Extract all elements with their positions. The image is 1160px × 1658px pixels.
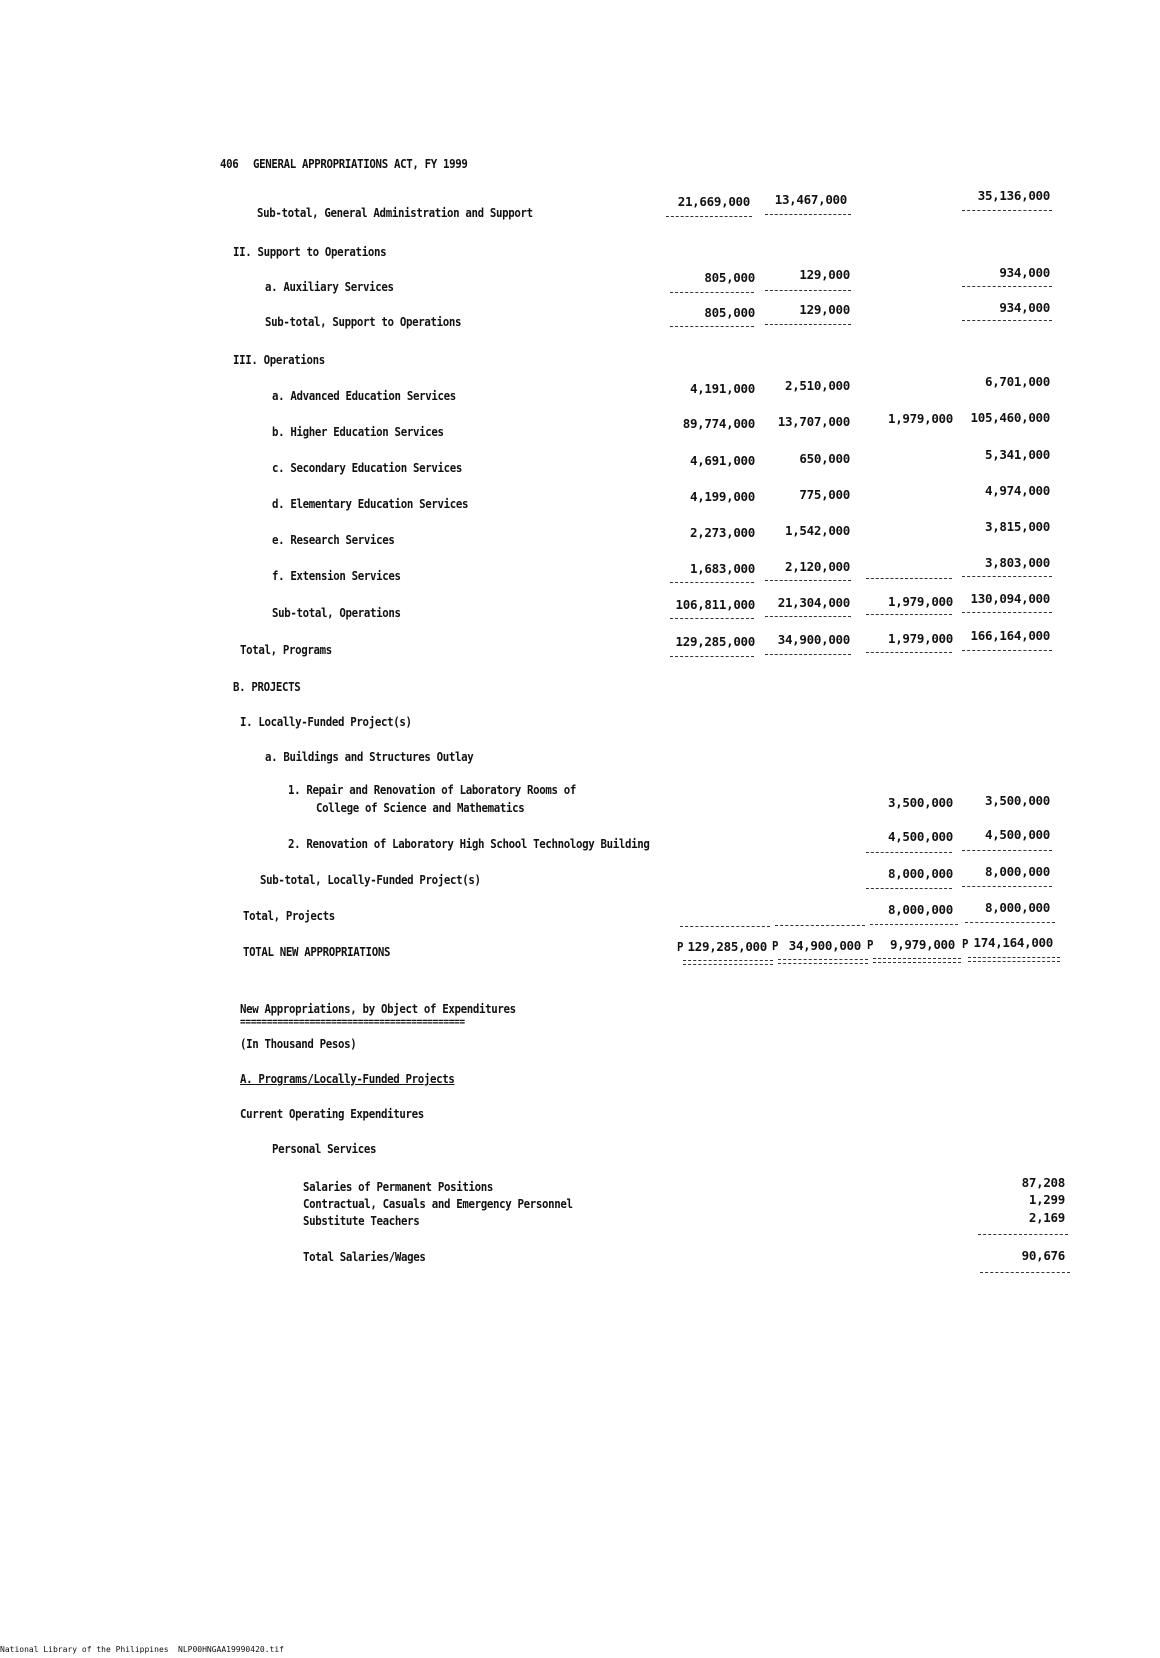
row-value-c4: 934,000 [999,300,1050,315]
row-label: Sub-total, General Administration and Support [257,205,533,220]
rule [670,326,754,327]
objects-title: New Appropriations, by Object of Expenditures [240,1001,516,1016]
rule [866,888,952,889]
row-label: b. Higher Education Services [272,424,444,439]
row-value-c3: 9,979,000 [889,937,955,952]
row-label: TOTAL NEW APPROPRIATIONS [243,944,391,959]
rule [680,926,770,927]
section-heading: a. Buildings and Structures Outlay [265,749,474,764]
row-value-c1: 129,285,000 [675,634,755,649]
row-value-c1: 89,774,000 [682,416,755,431]
row-value-c4: 130,094,000 [970,591,1050,606]
rule [775,925,865,926]
row-value-c1: 805,000 [704,270,755,285]
rule [866,652,952,653]
rule [962,650,1052,651]
row-value-c4: 105,460,000 [970,410,1050,425]
row-label: Sub-total, Support to Operations [265,314,462,329]
row-value-c1: 129,285,000 [687,939,767,954]
section-heading: I. Locally-Funded Project(s) [240,714,412,729]
rule [870,924,958,925]
row-value-c2: 650,000 [799,451,850,466]
rule [765,654,851,655]
rule [962,286,1052,287]
row-value-c1: 1,683,000 [689,561,755,576]
row-value-c2: 775,000 [799,487,850,502]
objects-subsection: Current Operating Expenditures [240,1106,424,1121]
row-value-c2: 13,467,000 [774,192,847,207]
row-value-c4: 4,974,000 [984,483,1050,498]
rule [670,582,754,583]
double-rule [683,960,773,965]
rule [962,850,1052,851]
row-value-c4: 5,341,000 [984,447,1050,462]
rule [866,578,952,579]
row-value-c2: 129,000 [799,267,850,282]
objects-total-label: Total Salaries/Wages [303,1249,426,1264]
row-value-c4: 4,500,000 [984,827,1050,842]
row-value-c2: 34,900,000 [788,938,861,953]
row-value-c3: 3,500,000 [887,795,953,810]
rule [962,320,1052,321]
double-rule [873,958,961,963]
object-item-value: 87,208 [1021,1175,1065,1190]
row-value-c3: 8,000,000 [887,902,953,917]
row-label: f. Extension Services [272,568,401,583]
row-value-c1: 4,199,000 [689,489,755,504]
row-value-c4: 166,164,000 [970,628,1050,643]
section-heading: II. Support to Operations [233,244,387,259]
footer-file: NLP00HNGAA19990420.tif [178,1645,284,1654]
rule [962,210,1052,211]
objects-total-value: 90,676 [1021,1248,1065,1263]
rule [866,614,952,615]
peso-sign: P [772,938,779,953]
object-item-label: Contractual, Casuals and Emergency Personnel [303,1196,573,1211]
row-value-c4: 934,000 [999,265,1050,280]
row-label: Total, Projects [243,908,335,923]
row-label: College of Science and Mathematics [316,800,525,815]
row-value-c2: 129,000 [799,302,850,317]
row-label: Sub-total, Operations [272,605,401,620]
row-label: Total, Programs [240,642,332,657]
rule [765,290,851,291]
rule [962,612,1052,613]
page-number: 406 [220,156,239,171]
row-value-c1: 106,811,000 [675,597,755,612]
row-value-c2: 1,542,000 [784,523,850,538]
rule [866,852,952,853]
section-heading: III. Operations [233,352,325,367]
row-value-c3: 4,500,000 [887,829,953,844]
object-item-label: Salaries of Permanent Positions [303,1179,493,1194]
row-value-c3: 8,000,000 [887,866,953,881]
object-item-value: 1,299 [1028,1192,1065,1207]
objects-unit: (In Thousand Pesos) [240,1036,357,1051]
row-value-c2: 34,900,000 [777,632,850,647]
peso-sign: P [867,937,874,952]
double-rule [968,957,1060,962]
rule [670,656,754,657]
row-value-c2: 13,707,000 [777,414,850,429]
rule [670,618,754,619]
page-title: GENERAL APPROPRIATIONS ACT, FY 1999 [253,156,468,171]
peso-sign: P [962,936,969,951]
objects-section: A. Programs/Locally-Funded Projects [240,1071,455,1086]
rule [765,580,851,581]
footer-library: National Library of the Philippines [0,1645,169,1654]
row-value-c1: 4,191,000 [689,381,755,396]
row-label: a. Advanced Education Services [272,388,456,403]
rule [765,616,851,617]
row-value-c1: 805,000 [704,305,755,320]
row-value-c4: 3,803,000 [984,555,1050,570]
row-value-c3: 1,979,000 [887,411,953,426]
row-label: d. Elementary Education Services [272,496,469,511]
row-value-c4: 8,000,000 [984,900,1050,915]
rule [980,1272,1070,1273]
row-label: e. Research Services [272,532,395,547]
objects-title-rule: ========================================== [240,1015,465,1028]
objects-group: Personal Services [272,1141,377,1156]
row-value-c4: 3,815,000 [984,519,1050,534]
row-value-c2: 21,304,000 [777,595,850,610]
row-value-c4: 3,500,000 [984,793,1050,808]
object-item-value: 2,169 [1028,1210,1065,1225]
row-value-c1: 21,669,000 [677,194,750,209]
row-value-c2: 2,120,000 [784,559,850,574]
row-value-c1: 2,273,000 [689,525,755,540]
row-value-c2: 2,510,000 [784,378,850,393]
row-label: 1. Repair and Renovation of Laboratory Rooms of [288,782,577,797]
section-heading: B. PROJECTS [233,679,301,694]
row-value-c4: 8,000,000 [984,864,1050,879]
row-value-c3: 1,979,000 [887,594,953,609]
row-value-c1: 4,691,000 [689,453,755,468]
rule [965,922,1055,923]
row-value-c4: 6,701,000 [984,374,1050,389]
object-item-label: Substitute Teachers [303,1213,420,1228]
rule [962,576,1052,577]
peso-sign: P [677,939,684,954]
row-label: 2. Renovation of Laboratory High School Technology Building [288,836,650,851]
rule [670,292,754,293]
row-label: Sub-total, Locally-Funded Project(s) [260,872,481,887]
rule [765,214,851,215]
row-value-c3: 1,979,000 [887,631,953,646]
row-value-c4: 174,164,000 [973,935,1053,950]
row-label: c. Secondary Education Services [272,460,462,475]
rule [765,324,851,325]
row-value-c4: 35,136,000 [977,188,1050,203]
rule [978,1234,1068,1235]
rule [666,216,752,217]
double-rule [778,959,868,964]
row-label: a. Auxiliary Services [265,279,394,294]
rule [962,886,1052,887]
